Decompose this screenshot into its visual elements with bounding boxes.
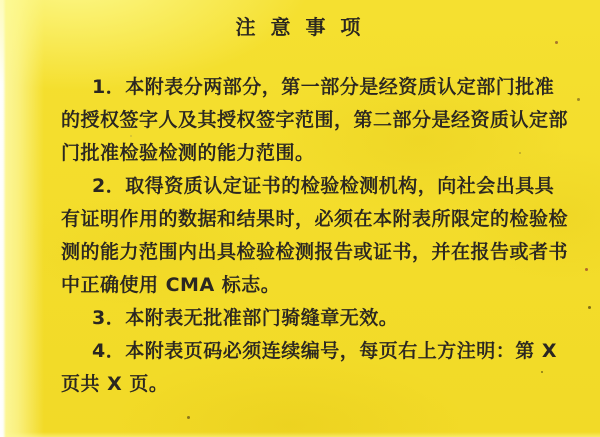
text-line: 1．本附表分两部分，第一部分是经资质认定部门批准 — [92, 76, 555, 98]
dust-speck — [577, 98, 580, 101]
text-line: 2．取得资质认定证书的检验检测机构，向社会出具具 — [92, 175, 555, 197]
page-title: 注 意 事 项 — [235, 15, 365, 39]
text-line: 有证明作用的数据和结果时，必须在本附表所限定的检验检 — [61, 208, 569, 230]
dust-speck — [555, 41, 558, 44]
dust-speck — [588, 306, 591, 309]
text-line: 中正确使用 CMA 标志。 — [61, 274, 281, 296]
dust-speck — [130, 135, 132, 137]
dust-speck — [585, 268, 588, 271]
text-line: 的授权签字人及其授权签字范围，第二部分是经资质认定部 — [61, 109, 569, 131]
text-line: 4．本附表页码必须连续编号，每页右上方注明：第 X — [92, 340, 557, 362]
dust-speck — [187, 416, 190, 419]
text-line: 测的能力范围内出具检验检测报告或证书，并在报告或者书 — [61, 241, 569, 263]
text-line: 3．本附表无批准部门骑缝章无效。 — [92, 307, 399, 329]
text-line: 页共 X 页。 — [61, 373, 169, 395]
dust-speck — [519, 152, 521, 154]
dust-speck — [541, 371, 543, 373]
notes-text-block — [61, 71, 569, 401]
text-line: 门批准检验检测的能力范围。 — [61, 142, 315, 164]
